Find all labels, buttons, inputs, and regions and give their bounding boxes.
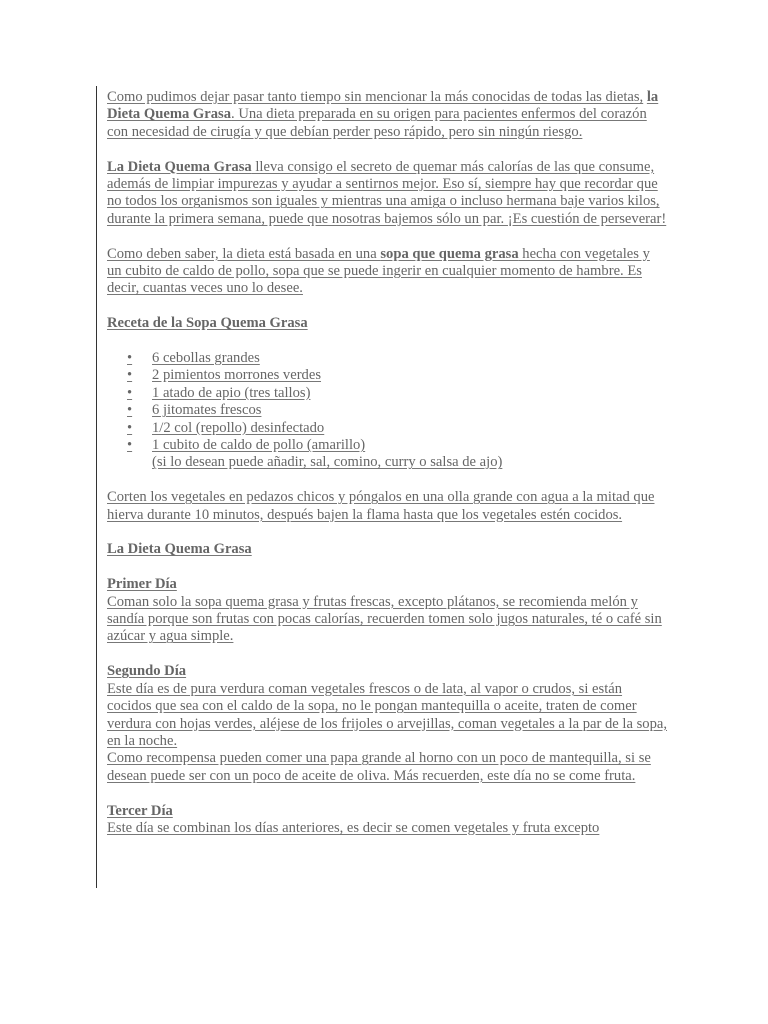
- ingredient-item: [127, 420, 667, 437]
- ingredient-item: [127, 402, 667, 419]
- ingredient-list: [107, 350, 667, 472]
- ingredients-note-text: (si lo desean puede añadir, sal, comino, curry o salsa de ajo): [152, 454, 503, 471]
- diet-heading-text: La Dieta Quema Grasa: [107, 541, 252, 558]
- bullet-icon: •: [127, 350, 133, 367]
- ingredient-item: [127, 367, 667, 384]
- secret-paragraph: [107, 159, 667, 229]
- bullet-icon: •: [127, 367, 133, 384]
- intro-bold-diet-name: la Dieta Quema Grasa: [107, 89, 659, 123]
- day-section: [107, 663, 667, 785]
- soup-text-2: hecha con vegetales y un cubito de caldo de pollo, sopa que se puede ingerir en cualquier momento de hambre. Es decir, cuantas veces uno lo desee.: [107, 245, 650, 297]
- bullet-icon: •: [127, 419, 133, 436]
- day-text: Este día se combinan los días anteriores, es decir se comen vegetales y fruta excepto: [107, 819, 600, 836]
- ingredient-item: [127, 385, 667, 402]
- ingredients-note: [127, 454, 667, 471]
- ingredient-text: 1/2 col (repollo) desinfectado: [152, 419, 325, 436]
- soup-text-1: Como deben saber, la dieta está basada en una: [107, 245, 381, 262]
- day-text: Como recompensa pueden comer una papa grande al horno con un poco de mantequilla, si se desean puede ser con un poco de aceite de oliva. Más recuerden, este día no se come fruta.: [107, 750, 651, 784]
- ingredient-text: 1 cubito de caldo de pollo (amarillo): [152, 437, 366, 454]
- left-margin-rule: [96, 86, 97, 888]
- soup-paragraph: [107, 246, 667, 298]
- day-title: Tercer Día: [107, 802, 173, 819]
- intro-text-1: Como pudimos dejar pasar tanto tiempo sin mencionar la más conocidas de todas las dietas,: [107, 89, 644, 105]
- secret-bold-diet-name: La Dieta Quema Grasa: [107, 158, 252, 175]
- ingredient-item: [127, 437, 667, 454]
- day-text: Coman solo la sopa quema grasa y frutas frescas, excepto plátanos, se recomienda melón y sandía porque son frutas con pocas calorías, recuerden tomen solo jugos naturales, té o café sin azúcar y agua simple.: [107, 593, 662, 645]
- instructions-paragraph: [107, 489, 667, 524]
- recipe-heading-text: Receta de la Sopa Quema Grasa: [107, 315, 308, 332]
- intro-paragraph: [107, 89, 667, 141]
- recipe-heading: [107, 315, 667, 332]
- ingredient-text: 6 jitomates frescos: [152, 402, 262, 419]
- ingredient-item: [127, 350, 667, 367]
- diet-heading: [107, 541, 667, 558]
- secret-text: lleva consigo el secreto de quemar más calorías de las que consume, además de limpiar impurezas y ayudar a sentirnos mejor. Eso sí, siempre hay que recordar que no todos los organismos son iguales y mientras una amiga o incluso hermana baje varios kilos, durante la primera semana, puede que nosotras bajemos sólo un par. ¡Es cuestión de perseverar!: [107, 158, 667, 227]
- ingredient-text: 6 cebollas grandes: [152, 350, 260, 367]
- ingredient-text: 2 pimientos morrones verdes: [152, 367, 322, 384]
- day-title: Segundo Día: [107, 663, 187, 680]
- soup-bold-text: sopa que quema grasa: [380, 245, 519, 262]
- day-title: Primer Día: [107, 576, 177, 593]
- day-section: [107, 576, 667, 646]
- bullet-icon: •: [127, 437, 133, 454]
- ingredient-text: 1 atado de apio (tres tallos): [152, 384, 311, 401]
- day-text: Este día es de pura verdura coman vegetales frescos o de lata, al vapor o crudos, si están cocidos que sea con el caldo de la sopa, no le pongan mantequilla o aceite, traten de comer verdura con hojas verdes, aléjese de los frijoles o arvejillas, coman vegetales a la par de la sopa, en la noche.: [107, 680, 668, 749]
- bullet-icon: •: [127, 384, 133, 401]
- day-section: [107, 803, 667, 838]
- instructions-text: Corten los vegetales en pedazos chicos y póngalos en una olla grande con agua a la mitad que hierva durante 10 minutos, después bajen la flama hasta que los vegetales estén cocidos.: [107, 489, 655, 523]
- article-body: [107, 89, 667, 855]
- diet-days: [107, 576, 667, 837]
- intro-text-2: . Una dieta preparada en su origen para pacientes enfermos del corazón con necesidad de cirugía y que debían perder peso rápido, pero sin ningún riesgo.: [107, 106, 647, 140]
- bullet-icon: •: [127, 402, 133, 419]
